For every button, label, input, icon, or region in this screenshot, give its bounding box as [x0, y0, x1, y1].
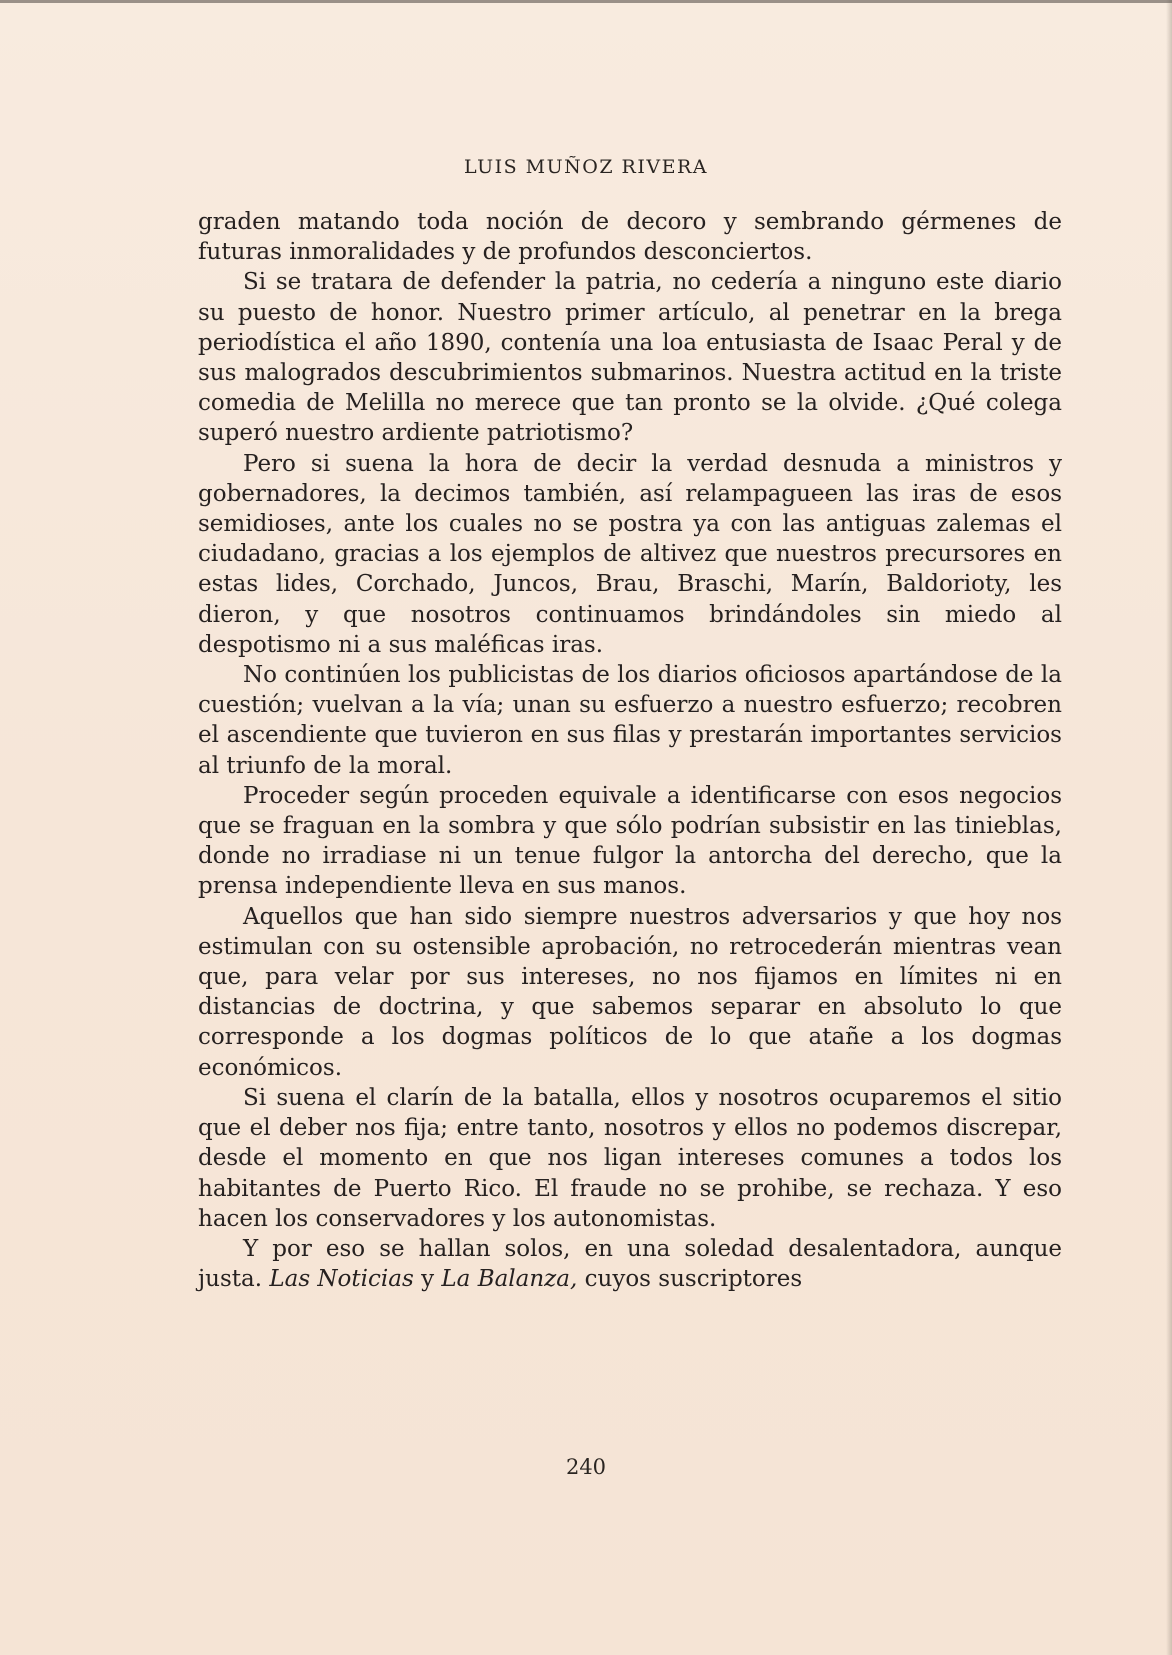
body-text — [198, 207, 1062, 1294]
paragraph-8-end: cuyos suscriptores — [577, 1266, 803, 1293]
paragraph-4: No continúen los publicistas de los diarios oficiosos apartándose de la cuestión; vuelvan a la vía; unan su esfuerzo a nuestro esfuerzo; recobren el ascendiente que tuvieron en sus filas y prestarán importantes servicios al triunfo de la moral. — [198, 662, 1062, 779]
paragraph-7: Si suena el clarín de la batalla, ellos y nosotros ocuparemos el sitio que el deber nos fija; entre tanto, nosotros y ellos no podemos discrepar, desde el momento en que nos ligan intereses comunes a todos los habitantes de Puerto Rico. El fraude no se prohibe, se rechaza. Y eso hacen los conservadores y los autonomistas. — [198, 1084, 1062, 1232]
paragraph-5: Proceder según proceden equivale a identificarse con esos negocios que se fraguan en la sombra y que sólo podrían subsistir en las tinieblas, donde no irradiase ni un tenue fulgor la antorcha del derecho, que la prensa independiente lleva en sus manos. — [198, 782, 1062, 900]
paragraph-8-conjunction: y — [413, 1266, 442, 1293]
newspaper-title-las-noticias: Las Noticias — [269, 1266, 414, 1293]
paragraph-2: Si se tratara de defender la patria, no cedería a ninguno este diario su puesto de honor. Nuestro primer artículo, al penetrar en la brega periodística el año 1890, contenía una loa entusiasta de Isaac Peral y de sus malogrados descubrimientos submarinos. Nuestra actitud en la triste comedia de Melilla no merece que tan pronto se la olvide. ¿Qué colega superó nuestro ardiente patriotismo? — [198, 269, 1062, 447]
paragraph-6: Aquellos que han sido siempre nuestros adversarios y que hoy nos estimulan con su ostensible aprobación, no retrocederán mientras vean que, para velar por sus intereses, no nos fijamos en límites ni en distancias de doctrina, y que sabemos separar en absoluto lo que corresponde a los dogmas políticos de lo que atañe a los dogmas económicos. — [198, 903, 1062, 1081]
paragraph-8-start: Y por eso se hallan solos, en una soledad desalentadora, aunque justa. — [198, 1235, 1062, 1293]
page-top-edge — [0, 0, 1172, 3]
page-number: 240 — [565, 1455, 607, 1479]
paragraph-8 — [198, 1234, 1062, 1294]
page-right-edge — [1166, 0, 1172, 1655]
paragraph-1: graden matando toda noción de decoro y sembrando gérmenes de futuras inmoralidades y de profundos desconciertos. — [198, 209, 1062, 266]
paragraph-3: Pero si suena la hora de decir la verdad desnuda a ministros y gobernadores, la decimos también, así relampagueen las iras de esos semidioses, ante los cuales no se postra ya con las antiguas zalemas el ciudadano, gracias a los ejemplos de altivez que nuestros precursores en estas lides, Corchado, Juncos, Brau, Braschi, Marín, Baldorioty, les dieron, y que nosotros continuamos brindándoles sin miedo al despotismo ni a sus maléficas iras. — [198, 450, 1062, 658]
running-header: LUIS MUÑOZ RIVERA — [464, 156, 708, 178]
newspaper-title-la-balanza: La Balanza, — [441, 1266, 578, 1293]
